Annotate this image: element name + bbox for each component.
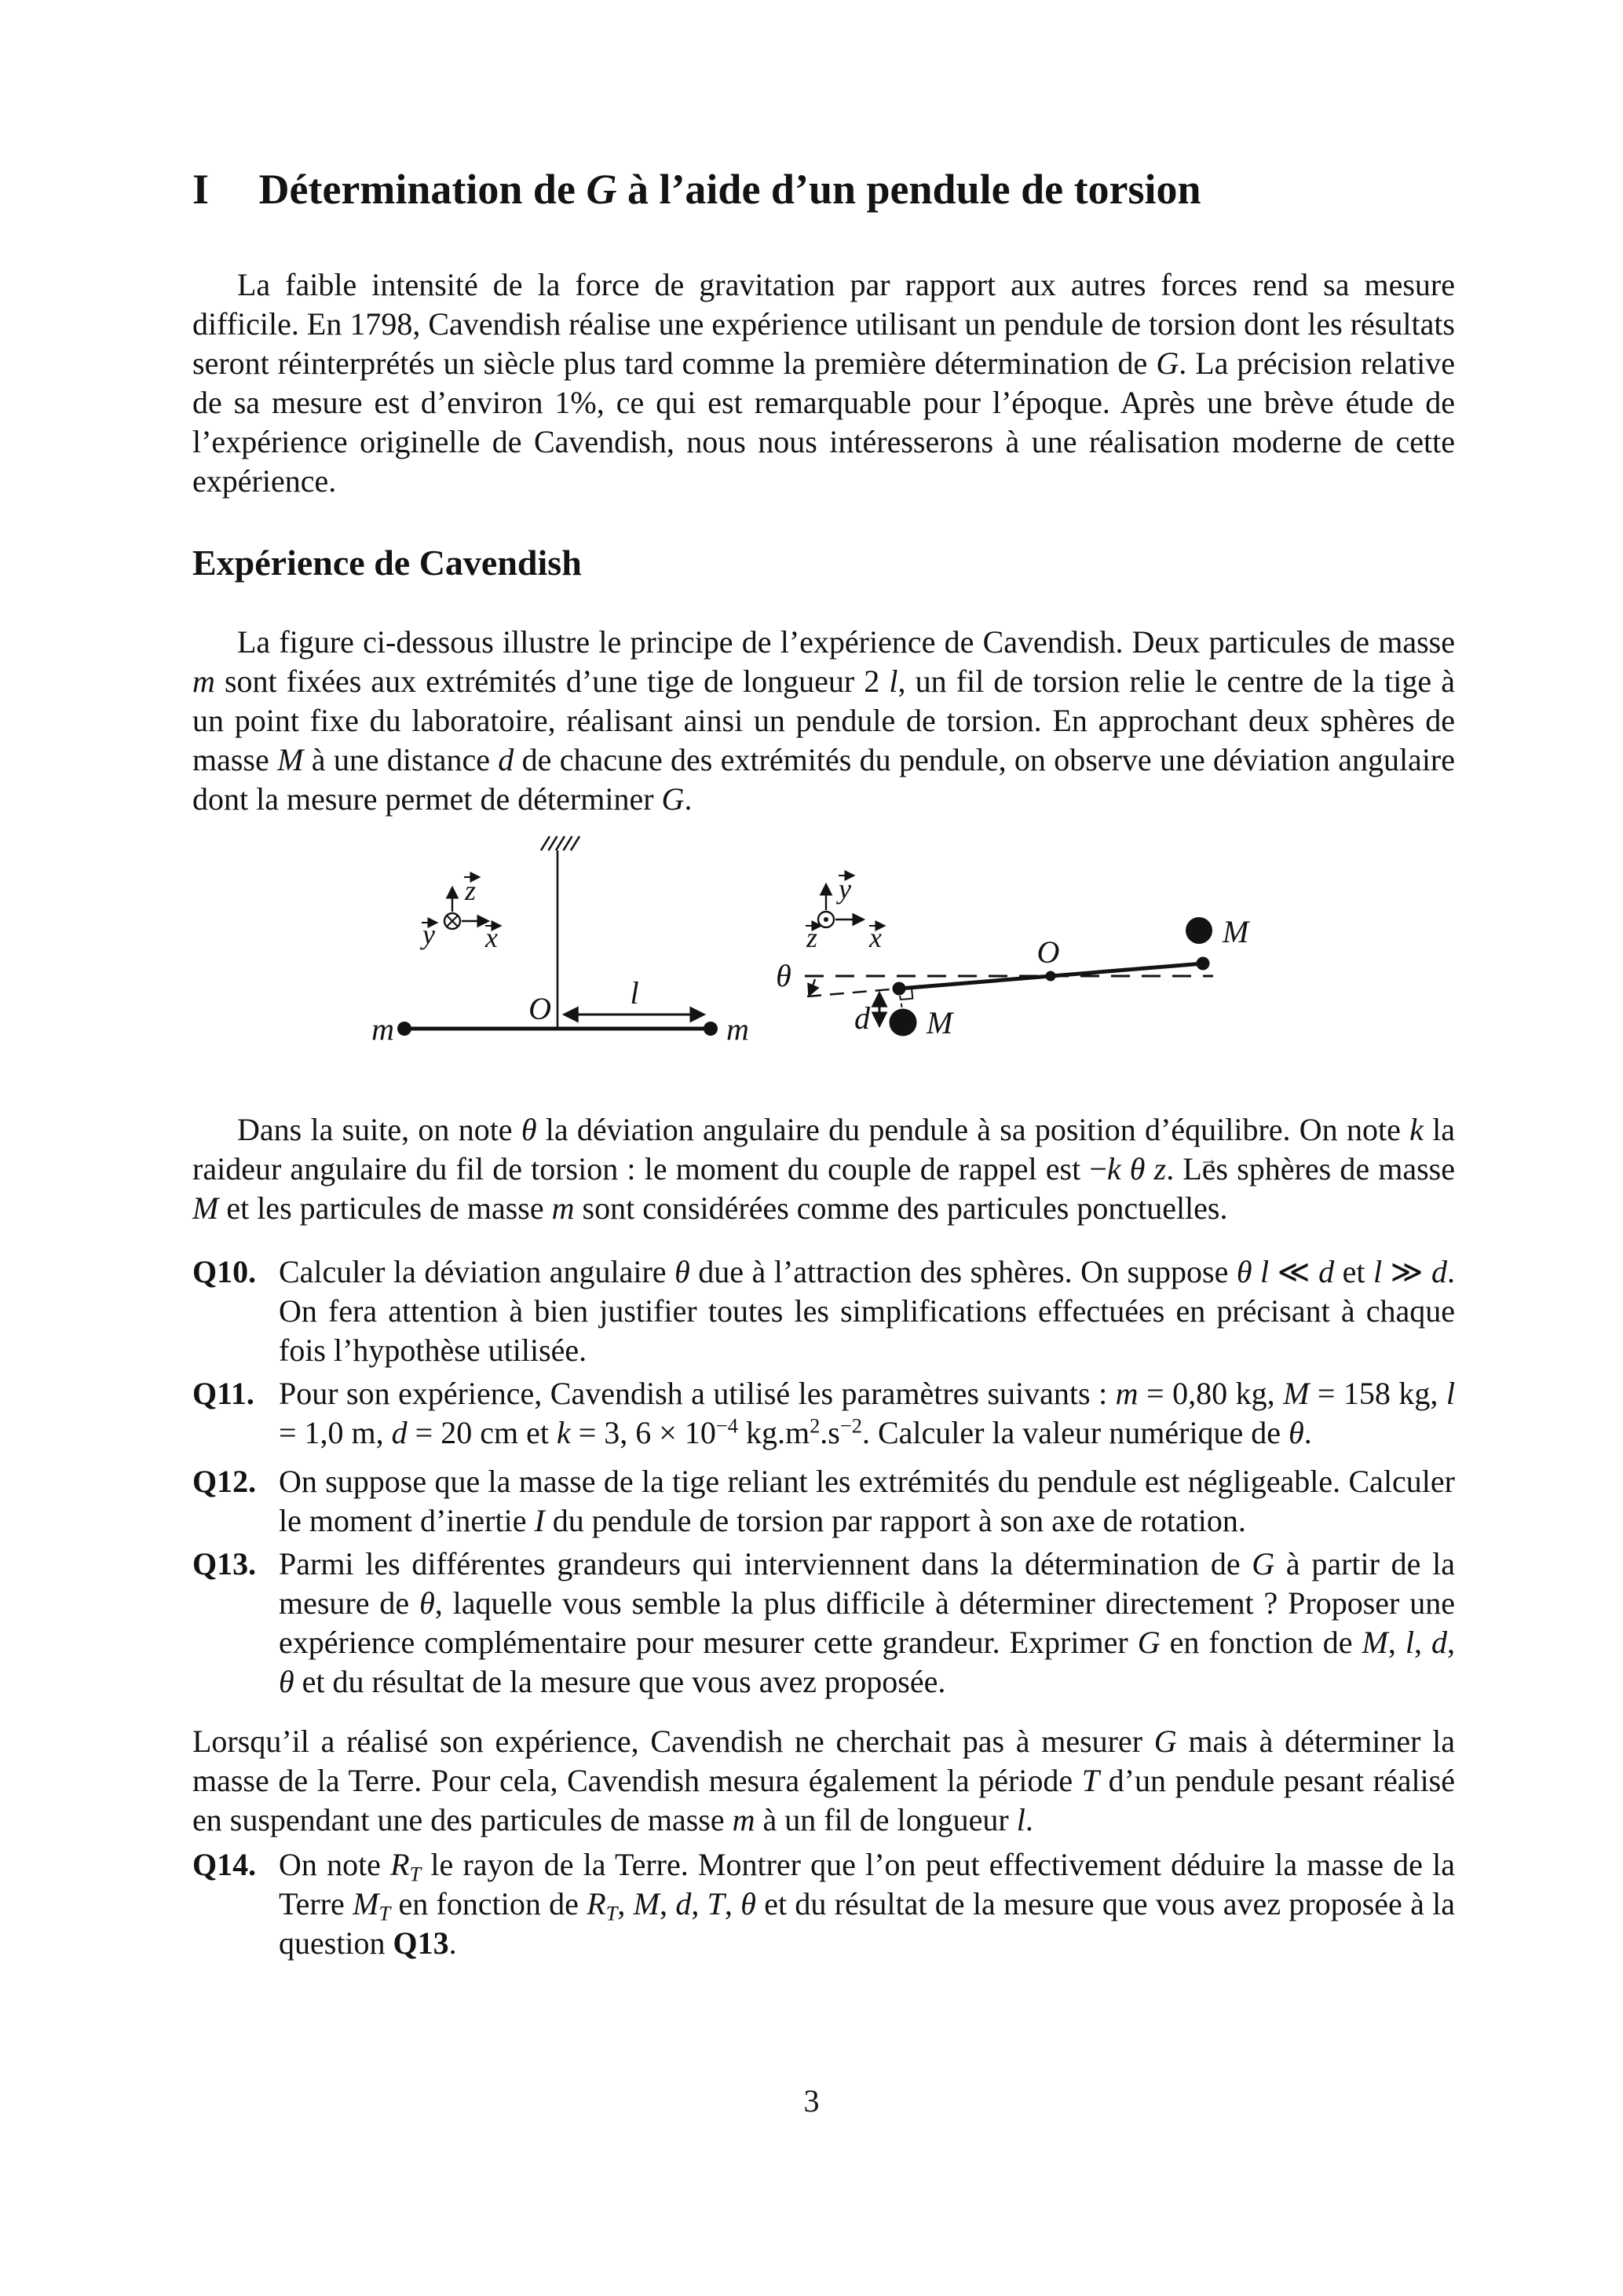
- question-q14-text: On note RT le rayon de la Terre. Montrer que l’on peut effectivement déduire la masse de la Terre MT en fonction de RT, M, d, T, θ et du résultat de la mesure que vous avez proposée à la question Q13.: [279, 1847, 1456, 1961]
- origin-dot: [1046, 971, 1056, 982]
- top-view-diagram: [776, 873, 1251, 1040]
- question-q12-text: On suppose que la masse de la tige reliant les extrémités du pendule est négligeable. Calculer le moment d’inertie I du pendule de torsion par rapport à son axe de rotation.: [279, 1464, 1455, 1538]
- question-q13-text: Parmi les différentes grandeurs qui interviennent dans la détermination de G à partir de la mesure de θ, laquelle vous semble la plus difficile à déterminer directement ? Proposer une expérience complémentaire pour mesurer cette grandeur. Exprimer G en fonction de M, l, d, θ et du résultat de la mesure que vous avez proposée.: [279, 1546, 1456, 1699]
- question-q11-text: Pour son expérience, Cavendish a utilisé les paramètres suivants : m = 0,80 kg, M = 158 kg, l = 1,0 m, d = 20 cm et k = 3, $6 \times 10^{-4}$ $kg.m^2.s^{-2}$. Calculer la valeur numérique de θ.: [279, 1376, 1456, 1450]
- question-q14: [192, 1845, 1455, 1963]
- axes-top-view: [806, 873, 883, 953]
- y-axis-label: y: [422, 919, 435, 950]
- question-q11: [192, 1374, 1455, 1453]
- x-axis-label: x: [485, 922, 498, 953]
- distance-dashed-line: [900, 996, 902, 1009]
- side-view-diagram: [371, 836, 749, 1047]
- distance-label: d: [854, 1000, 870, 1036]
- axes-side-view: [420, 875, 499, 953]
- notation-paragraph: Dans la suite, on note θ la déviation angulaire du pendule à sa position d’équilibre. On note k la raideur angulaire du fil de torsion : le moment du couple de rappel est −k θ z →. Les sphères de masse M et les particules de masse m sont considérées comme des particules ponctuelles.: [192, 1110, 1455, 1228]
- question-q12-label: Q12.: [192, 1464, 257, 1499]
- pendulum-diagram-svg: [298, 817, 1382, 1076]
- page-number: 3: [803, 2083, 820, 2119]
- rod-extension-dashed: [807, 989, 899, 996]
- mass-left-dot: [397, 1022, 411, 1036]
- origin-label: O: [528, 991, 551, 1026]
- origin-label: O: [1036, 934, 1060, 970]
- section-title: [192, 165, 1201, 214]
- z-out-of-page-dot: [824, 917, 828, 922]
- z-axis-label: z: [464, 875, 477, 906]
- sphere-bottom: [890, 1009, 917, 1036]
- pendulum-figure: [298, 817, 1382, 1076]
- rod-end-left-dot: [893, 982, 906, 996]
- question-q14-label: Q14.: [192, 1847, 257, 1882]
- subsection-heading: Expérience de Cavendish: [192, 543, 582, 583]
- sphere-bottom-label: M: [927, 1005, 953, 1040]
- mass-left-label: m: [371, 1011, 394, 1047]
- terre-paragraph: Lorsqu’il a réalisé son expérience, Cavendish ne cherchait pas à mesurer G mais à déterminer la masse de la Terre. Pour cela, Cavendish mesura également la période T d’un pendule pesant réalisé en suspendant une des particules de masse m à un fil de longueur l.: [192, 1724, 1456, 1837]
- question-q12: [192, 1462, 1455, 1541]
- section-title-text: Détermination de G à l’aide d’un pendule de torsion: [258, 166, 1201, 213]
- ceiling-hatch: [541, 836, 579, 850]
- question-q11-label: Q11.: [192, 1376, 254, 1411]
- x-axis-label: x: [869, 922, 882, 953]
- question-q10: [192, 1252, 1455, 1370]
- sphere-top: [1186, 917, 1212, 944]
- y-axis-label: y: [839, 873, 851, 905]
- question-q10-text: Calculer la déviation angulaire θ due à l’attraction des sphères. On suppose θ l ≪ d et l ≫ d. On fera attention à bien justifier toutes les simplifications effectuées en précisant à chaque fois l’hypothèse utilisée.: [279, 1254, 1456, 1368]
- question-q10-label: Q10.: [192, 1254, 257, 1289]
- section-number: I: [192, 166, 210, 213]
- mass-right-dot: [704, 1022, 718, 1036]
- intro-paragraph: La faible intensité de la force de gravitation par rapport aux autres forces rend sa mesure difficile. En 1798, Cavendish réalise une expérience utilisant un pendule de torsion dont les résultats seront réinterprétés un siècle plus tard comme la première détermination de G. La précision relative de sa mesure est d’environ 1%, ce qui est remarquable pour l’époque. Après une brève étude de l’expérience originelle de Cavendish, nous nous intéresserons à une réalisation moderne de cette expérience.: [192, 267, 1455, 499]
- angle-label: θ: [776, 958, 791, 993]
- question-q13: [192, 1545, 1455, 1702]
- angle-arc-arrow: [810, 979, 815, 994]
- question-q13-label: Q13.: [192, 1546, 257, 1581]
- rod-end-right-dot: [1197, 957, 1210, 971]
- mass-right-label: m: [726, 1011, 749, 1047]
- half-length-label: l: [630, 975, 639, 1011]
- cavendish-paragraph: La figure ci-dessous illustre le principe de l’expérience de Cavendish. Deux particules de masse m sont fixées aux extrémités d’une tige de longueur 2 l, un fil de torsion relie le centre de la tige à un point fixe du laboratoire, réalisant ainsi un pendule de torsion. En approchant deux sphères de masse M à une distance d de chacune des extrémités du pendule, on observe une déviation angulaire dont la mesure permet de déterminer G.: [192, 624, 1456, 817]
- sphere-top-label: M: [1223, 914, 1249, 949]
- z-axis-label: z: [806, 922, 818, 953]
